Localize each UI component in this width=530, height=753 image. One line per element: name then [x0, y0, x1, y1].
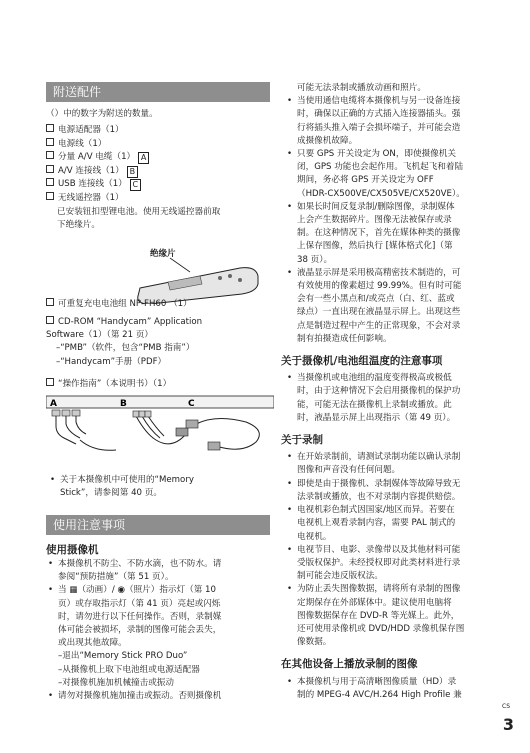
cable-tag: A [138, 152, 149, 164]
insulation-label: 绝缘片 [150, 249, 176, 259]
accessory-item [46, 165, 274, 179]
bullet-line: • 当 ▦（动画）/ ◉（照片）指示灯（第 10 [48, 584, 274, 597]
accessories-list [46, 124, 274, 206]
bullet-line: 时，液晶显示屏上出现指示（第 49 页）。 [297, 412, 456, 423]
using-bullets [48, 558, 274, 703]
bullet-line: 定期保存在外部媒体中。建议使用电脑将 [297, 597, 452, 608]
bullet-item [287, 148, 497, 201]
bullet-line: • 如果长时间反复录制/删除图像，录制媒体 [287, 201, 497, 214]
checkbox-icon [46, 192, 54, 200]
bullet-line: 上会产生数据碎片。图像无法被保存或录 [297, 215, 452, 226]
battery-item: 可重复充电电池组 NP-FH60 （1） [46, 298, 274, 311]
accessory-label: 无线遥控器（1） [58, 192, 124, 203]
bullet-line: 成摄像机故障。 [297, 135, 358, 146]
bullet-line: 闭，GPS 功能也会起作用。飞机起飞和着陆 [297, 162, 464, 173]
playback-heading: 在其他设备上播放录制的图像 [281, 658, 418, 671]
recording-heading: 关于录制 [281, 434, 323, 447]
right-column [281, 82, 497, 702]
bullet-line: 会有一些小黑点和/或亮点（白、红、蓝或 [297, 294, 455, 305]
checkbox-icon [46, 178, 54, 186]
cable-label-b: B [120, 399, 127, 409]
bullet-line: • 在开始录制前，请测试录制功能以确认录制 [287, 451, 497, 464]
bullet-line: 或出现其他故障。 [58, 638, 127, 649]
bullet-line: 点是制造过程中产生的正常现象，不会对录 [297, 320, 461, 331]
continued-line: 可能无法录制或播放动画和照片。 [297, 83, 426, 93]
precautions-banner: 使用注意事项 [46, 515, 270, 535]
bullet-line: 法录制或播放，也不对录制内容提供赔偿。 [297, 491, 461, 502]
bullet-line: 上保存图像，然后执行 [媒体格式化]（第 [297, 241, 453, 252]
bullet-line: • 只要 GPS 开关设定为 ON，即使摄像机关 [287, 148, 497, 161]
bullet-line: • 液晶显示屏是采用极高精密技术制造的，可 [287, 267, 497, 280]
bullet-item [287, 583, 497, 649]
checkbox-icon [46, 378, 54, 386]
bullet-item [48, 558, 274, 584]
bullet-item [287, 267, 497, 346]
bullet-line: 还可使用录像机或 DVD/HDD 录像机保存图 [297, 623, 465, 634]
remote-note: 已安装钮扣型锂电池。使用无线遥控器前取 下绝缘片。 [57, 207, 221, 231]
bullet-item [287, 451, 497, 477]
bullet-line: 制的 MPEG-4 AVC/H.264 High Profile 兼 [297, 689, 462, 700]
bullet-item [287, 95, 497, 148]
bullet-line: • 为防止丢失图像数据，请将所有录制的图像 [287, 583, 497, 596]
using-heading: 使用摄像机 [46, 544, 99, 556]
checkbox-icon [46, 316, 54, 324]
checkbox-icon [46, 298, 54, 306]
bullet-line: • 电视机彩色制式因国家/地区而异。若要在 [287, 504, 497, 517]
bullet-line: 有效使用的像素超过 99.99%。但有时可能 [297, 281, 462, 292]
bullet-line: 图像数据保存在 DVD-R 等光媒上。此外， [297, 610, 460, 621]
bullet-line: 时，请勿进行以下任何操作。否则，录制媒 [58, 611, 222, 622]
bullet-line: 制有拍摄造成任何影响。 [297, 333, 392, 344]
bullet-line: 制可能会违反版权法。 [297, 571, 383, 582]
bullet-line: • 本摄像机不防尘、不防水滴，也不防水。请 [48, 558, 274, 571]
accessory-item [46, 192, 274, 206]
cable-label-c: C [188, 399, 195, 409]
bullet-line: 电视机。 [297, 531, 332, 542]
bullet-line: • 当使用通信电缆将本摄像机与另一设备连接 [287, 95, 497, 108]
bullet-line: 页）或存取指示灯（第 41 页）亮起或闪烁 [58, 598, 221, 609]
accessory-label: USB 连接线（1） [58, 179, 127, 190]
checkbox-icon [46, 165, 54, 173]
accessory-item [46, 178, 274, 192]
remote-illustration [130, 254, 270, 304]
bullet-line: 受版权保护。未经授权即对此类材料进行录 [297, 557, 461, 568]
accessory-label: 分量 A/V 电缆（1） [58, 152, 136, 163]
dash-item: –从摄像机上取下电池组或电源适配器 [58, 664, 200, 675]
bullet-item [287, 372, 497, 425]
bullet-line: 行将插头推入端子会损坏端子，并可能会造 [297, 122, 461, 133]
bullet-line: 图像和声音没有任何问题。 [297, 465, 401, 476]
language-code: CS [502, 702, 510, 710]
bullet-line: 时，确保以正确的方式插入连接器插头。强 [297, 109, 461, 120]
accessory-item [46, 138, 274, 152]
dash-item: –对摄像机施加机械撞击或振动 [58, 677, 175, 688]
bullet-line: • 即使是由于摄像机、录制媒体等故障导致无 [287, 478, 497, 491]
accessory-label: A/V 连接线（1） [58, 165, 124, 176]
bullet-line: （HDR-CX500VE/CX505VE/CX520VE）。 [297, 188, 465, 199]
memory-stick-note: • 关于本摄像机中可使用的“Memory Stick”，请参阅第 40 页。 [50, 474, 274, 500]
bullet-line: 参阅“预防措施”（第 51 页）。 [58, 572, 174, 583]
page-number: 3 [502, 714, 514, 734]
bullet-line: 38 页）。 [297, 254, 333, 265]
bullet-line: 像数据。 [297, 637, 332, 648]
bullet-item [287, 676, 497, 702]
accessory-item [46, 124, 274, 138]
bullet-item [287, 544, 497, 584]
cable-label-a: A [50, 399, 57, 409]
temperature-heading: 关于摄像机/电池组温度的注意事项 [281, 355, 443, 368]
accessories-banner: 附送配件 [46, 82, 270, 102]
bullet-line: • 电视节目、电影、录像带以及其他材料可能 [287, 544, 497, 557]
bullet-line: 绿点）一直出现在液晶显示屏上。出现这些 [297, 307, 461, 318]
bullet-line: • 本摄像机与用于高清晰图像质量（HD）录 [287, 676, 497, 689]
bullet-line: • 当摄像机或电池组的温度变得极高或极低 [287, 372, 497, 385]
accessory-label: 电源线（1） [58, 138, 107, 149]
bullet-line: • 请勿对摄像机施加撞击或振动。否则摄像机 [48, 690, 274, 703]
cdrom-item: CD-ROM “Handycam” Application Software（1）（第 21 页） –“PMB”（软件，包含“PMB 指南”） –“Handycam”手册（PDF） [46, 317, 203, 367]
accessory-label: 电源适配器（1） [58, 125, 124, 135]
checkbox-icon [46, 124, 54, 132]
bullet-line: 期间，务必将 GPS 开关设定为 OFF [297, 175, 434, 186]
bullet-item [287, 201, 497, 267]
bullet-line: 能，可能无法在摄像机上录制或播放。此 [297, 399, 452, 410]
bullet-line: 时，由于这种情况下会启用摄像机的保护功 [297, 386, 461, 397]
cable-tag: C [130, 179, 141, 191]
cable-tag: B [127, 166, 138, 178]
accessory-item [46, 151, 274, 165]
accessories-intro: （）中的数字为附送的数量。 [46, 109, 158, 119]
guide-item: “操作指南”（本说明书）（1） [46, 378, 274, 391]
bullet-line: 电视机上观看录制内容，需要 PAL 制式的 [297, 518, 456, 529]
bullet-line: 体可能会被损坏，录制的图像可能会丢失， [58, 625, 222, 636]
dash-item: –退出“Memory Stick PRO Duo” [58, 651, 188, 662]
cables-illustration [46, 394, 274, 470]
bullet-item [48, 584, 274, 650]
bullet-item [287, 478, 497, 504]
checkbox-icon [46, 151, 54, 159]
bullet-line: 制。在这种情况下，首先在媒体种类的摄像 [297, 228, 461, 239]
bullet-item [287, 504, 497, 544]
checkbox-icon [46, 138, 54, 146]
